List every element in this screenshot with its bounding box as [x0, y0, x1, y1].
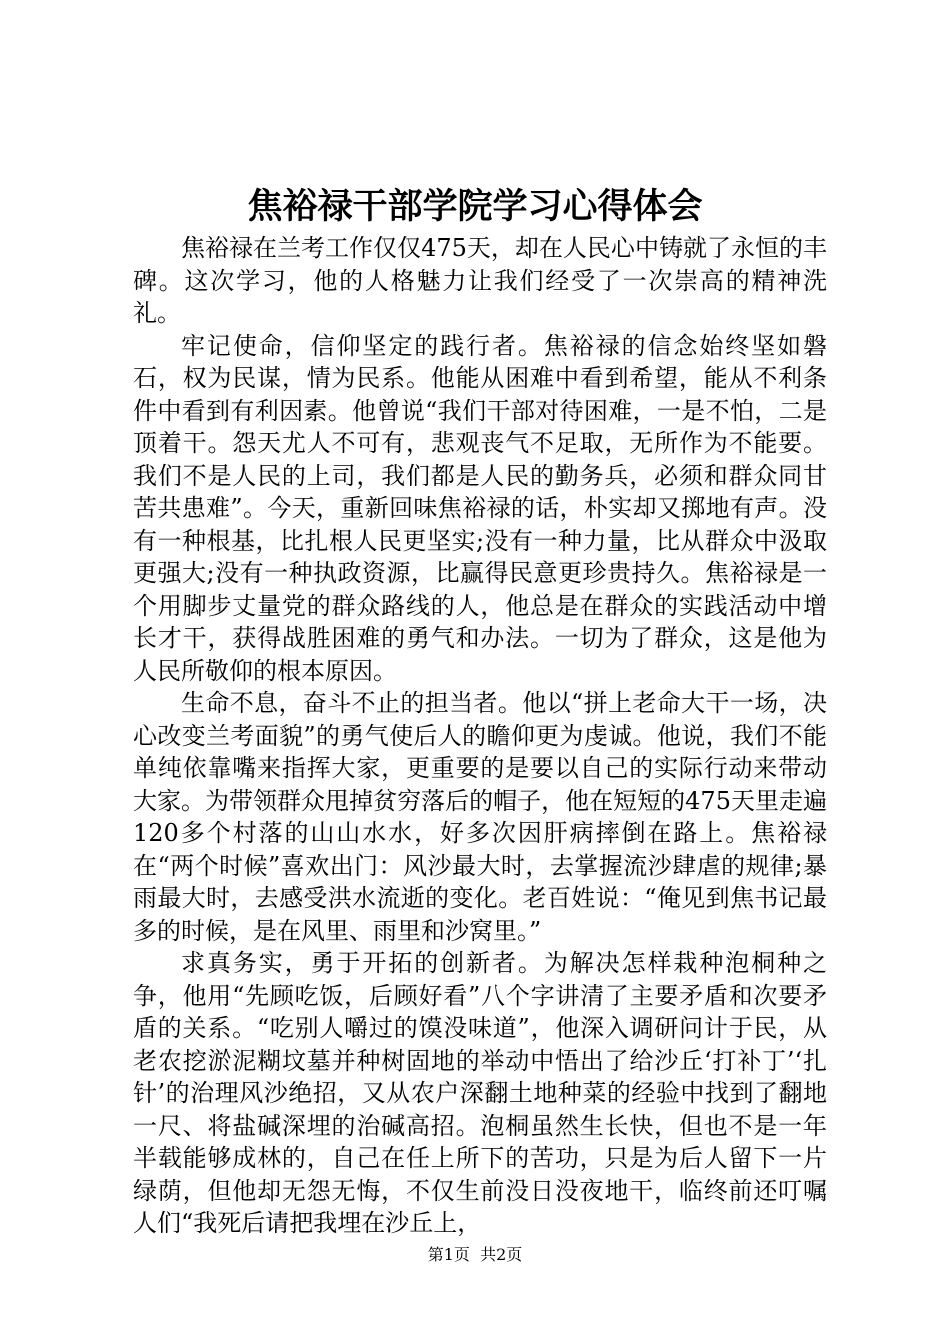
paragraph-1: 焦裕禄在兰考工作仅仅475天，却在人民心中铸就了永恒的丰碑。这次学习，他的人格魅力让我们经受了一次崇高的精神洗礼。 — [133, 234, 827, 327]
paragraph-4: 求真务实，勇于开拓的创新者。为解决怎样栽种泡桐种之争，他用“先顾吃饭，后顾好看”八个字讲清了主要矛盾和次要矛盾的关系。“吃别人嚼过的馍没味道”，他深入调研问计于民，从老农挖淤泥糊坟墓并种树固地的举动中悟出了给沙丘‘打补丁’‘扎针’的治理风沙绝招，又从农户深翻土地种菜的经验中找到了翻地一尺、将盐碱深埋的治碱高招。泡桐虽然生长快，但也不是一年半载能够成林的，自己在任上所下的苦功，只是为后人留下一片绿荫，但他却无怨无悔，不仅生前没日没夜地干，临终前还叮嘱人们“我死后请把我埋在沙丘上， — [133, 949, 827, 1237]
paragraph-3: 生命不息，奋斗不止的担当者。他以“拼上老命大干一场，决心改变兰考面貌”的勇气使后人的瞻仰更为虔诚。他说，我们不能单纯依靠嘴来指挥大家，更重要的是要以自己的实际行动来带动大家。为带领群众甩掉贫穷落后的帽子，他在短短的475天里走遍120多个村落的山山水水，好多次因肝病摔倒在路上。焦裕禄在“两个时候”喜欢出门：风沙最大时，去掌握流沙肆虐的规律;暴雨最大时，去感受洪水流逝的变化。老百姓说：“俺见到焦书记最多的时候，是在风里、雨里和沙窝里。” — [133, 689, 827, 945]
paragraph-2: 牢记使命，信仰坚定的践行者。焦裕禄的信念始终坚如磐石，权为民谋，情为民系。他能从困难中看到希望，能从不利条件中看到有利因素。他曾说“我们干部对待困难，一是不怕，二是顶着干。怨天尤人不可有，悲观丧气不足取，无所作为不能要。我们不是人民的上司，我们都是人民的勤务兵，必须和群众同甘苦共患难”。今天，重新回味焦裕禄的话，朴实却又掷地有声。没有一种根基，比扎根人民更坚实;没有一种力量，比从群众中汲取更强大;没有一种执政资源，比赢得民意更珍贵持久。焦裕禄是一个用脚步丈量党的群众路线的人，他总是在群众的实践活动中增长才干，获得战胜困难的勇气和办法。一切为了群众，这是他为人民所敬仰的根本原因。 — [133, 331, 827, 685]
page-number: 第1页 — [427, 1245, 470, 1264]
page-total: 共2页 — [480, 1245, 523, 1264]
document-title: 焦裕禄干部学院学习心得体会 — [247, 187, 703, 227]
page-footer — [0, 1244, 950, 1266]
document-body — [133, 232, 827, 1240]
